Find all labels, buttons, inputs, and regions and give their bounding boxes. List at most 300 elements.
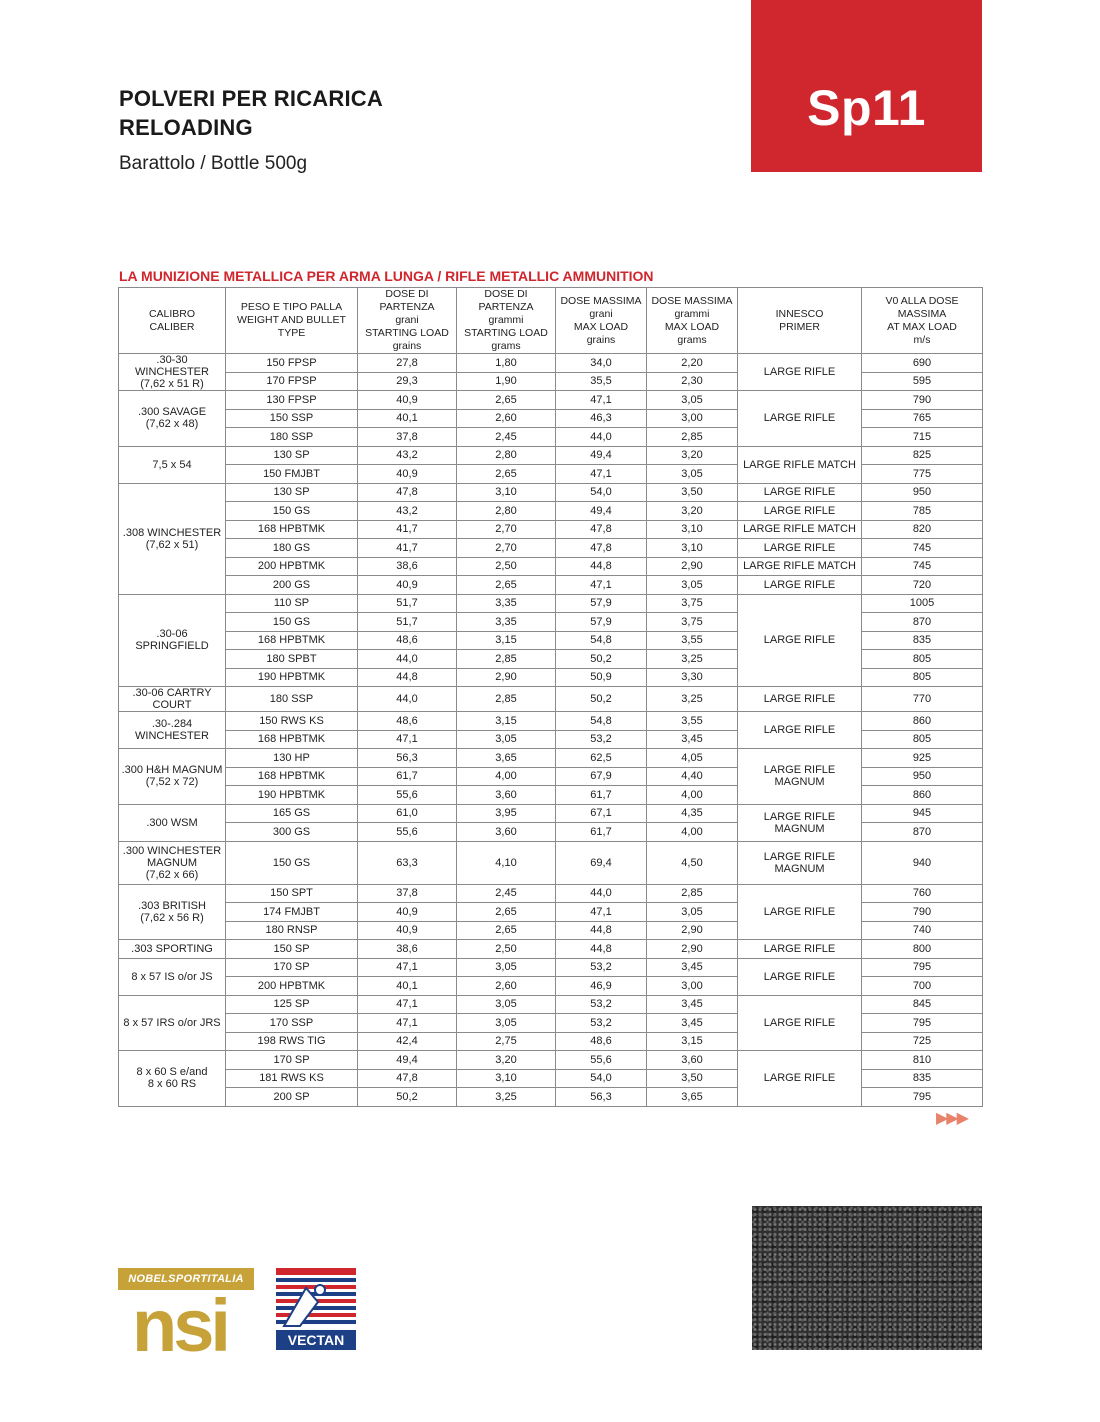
primer-cell: LARGE RIFLE [738, 884, 862, 940]
max-grains-cell: 67,9 [556, 767, 647, 786]
start-grams-cell: 2,80 [457, 502, 556, 521]
bullet-cell: 168 HPBTMK [226, 520, 358, 539]
primer-cell: LARGE RIFLE [738, 712, 862, 749]
max-grams-cell: 3,05 [647, 391, 738, 410]
max-grains-cell: 53,2 [556, 958, 647, 977]
primer-cell: LARGE RIFLE [738, 958, 862, 995]
max-grains-cell: 61,7 [556, 823, 647, 842]
velocity-cell: 765 [862, 409, 983, 428]
velocity-cell: 785 [862, 502, 983, 521]
bullet-cell: 170 FPSP [226, 372, 358, 391]
max-grams-cell: 3,25 [647, 650, 738, 669]
caliber-cell [119, 391, 226, 447]
bullet-cell: 180 SPBT [226, 650, 358, 669]
start-grams-cell: 2,70 [457, 520, 556, 539]
page-subtitle: Barattolo / Bottle 500g [119, 153, 308, 174]
max-grains-cell: 34,0 [556, 354, 647, 373]
max-grains-cell: 67,1 [556, 804, 647, 823]
max-grams-cell: 3,55 [647, 631, 738, 650]
column-header [556, 288, 647, 354]
velocity-cell: 950 [862, 767, 983, 786]
start-grams-cell: 2,80 [457, 446, 556, 465]
caliber-name: (7,62 x 51) [145, 538, 199, 551]
start-grains-cell: 40,9 [358, 903, 457, 922]
bullet-cell: 200 HPBTMK [226, 557, 358, 576]
table-row [119, 841, 983, 884]
max-grams-cell: 2,85 [647, 428, 738, 447]
nsi-logo-word: nsi [132, 1284, 227, 1367]
start-grains-cell: 56,3 [358, 749, 457, 768]
column-header-line: MAX LOAD [664, 320, 720, 333]
max-grams-cell: 3,45 [647, 958, 738, 977]
bullet-cell: 174 FMJBT [226, 903, 358, 922]
caliber-name: 7,5 x 54 [152, 458, 192, 471]
max-grams-cell: 2,85 [647, 884, 738, 903]
start-grams-cell: 3,05 [457, 1014, 556, 1033]
start-grams-cell: 4,10 [457, 841, 556, 884]
start-grains-cell: 38,6 [358, 557, 457, 576]
start-grains-cell: 43,2 [358, 446, 457, 465]
table-row [119, 391, 983, 410]
primer-cell: LARGE RIFLE [738, 687, 862, 712]
max-grams-cell: 3,65 [647, 1088, 738, 1107]
velocity-cell: 835 [862, 631, 983, 650]
start-grains-cell: 37,8 [358, 428, 457, 447]
max-grams-cell: 3,45 [647, 995, 738, 1014]
caliber-name: (7,62 x 56 R) [140, 911, 204, 924]
table-header-row [119, 288, 983, 354]
max-grams-cell: 4,00 [647, 823, 738, 842]
column-header-line: grammi [488, 314, 524, 326]
column-header-line: MAX LOAD [573, 320, 629, 333]
start-grams-cell: 3,10 [457, 1069, 556, 1088]
velocity-cell: 860 [862, 786, 983, 805]
primer-cell: LARGE RIFLE [738, 594, 862, 687]
start-grains-cell: 41,7 [358, 520, 457, 539]
velocity-cell: 805 [862, 668, 983, 687]
table-row [119, 940, 983, 959]
caliber-cell [119, 1051, 226, 1107]
bullet-cell: 180 SSP [226, 687, 358, 712]
start-grams-cell: 2,75 [457, 1032, 556, 1051]
max-grams-cell: 2,30 [647, 372, 738, 391]
start-grams-cell: 3,60 [457, 823, 556, 842]
caliber-name: .300 H&H MAGNUM [121, 764, 223, 777]
start-grams-cell: 4,00 [457, 767, 556, 786]
bullet-cell: 181 RWS KS [226, 1069, 358, 1088]
table-row [119, 520, 983, 539]
caliber-name: 8 x 60 S e/and [136, 1066, 208, 1079]
start-grams-cell: 3,20 [457, 1051, 556, 1070]
max-grains-cell: 50,2 [556, 687, 647, 712]
start-grains-cell: 55,6 [358, 823, 457, 842]
max-grains-cell: 44,8 [556, 557, 647, 576]
start-grams-cell: 3,15 [457, 712, 556, 731]
start-grains-cell: 40,9 [358, 465, 457, 484]
start-grains-cell: 43,2 [358, 502, 457, 521]
max-grains-cell: 54,8 [556, 712, 647, 731]
start-grams-cell: 2,85 [457, 687, 556, 712]
caliber-cell [119, 446, 226, 483]
max-grains-cell: 56,3 [556, 1088, 647, 1107]
max-grains-cell: 53,2 [556, 1014, 647, 1033]
bullet-cell: 150 SSP [226, 409, 358, 428]
caliber-name: .308 WINCHESTER [122, 526, 222, 539]
start-grains-cell: 47,1 [358, 1014, 457, 1033]
caliber-name: (7,52 x 72) [145, 776, 199, 789]
bullet-cell: 200 HPBTMK [226, 977, 358, 996]
primer-cell: LARGE RIFLE [738, 483, 862, 502]
velocity-cell: 725 [862, 1032, 983, 1051]
column-header-line: grams [491, 340, 521, 352]
caliber-name: .303 SPORTING [131, 942, 213, 955]
column-header-line: m/s [913, 333, 931, 346]
max-grams-cell: 4,35 [647, 804, 738, 823]
table-row [119, 446, 983, 465]
max-grains-cell: 46,9 [556, 977, 647, 996]
max-grains-cell: 49,4 [556, 446, 647, 465]
max-grains-cell: 55,6 [556, 1051, 647, 1070]
start-grams-cell: 3,35 [457, 594, 556, 613]
max-grains-cell: 47,1 [556, 576, 647, 595]
velocity-cell: 805 [862, 650, 983, 669]
table-row [119, 687, 983, 712]
vectan-emblem-icon [276, 1268, 356, 1330]
primer-cell: LARGE RIFLE MATCH [738, 446, 862, 483]
caliber-name: (7,62 x 48) [145, 418, 199, 431]
primer-cell: LARGE RIFLE [738, 391, 862, 447]
column-header [862, 288, 983, 354]
velocity-cell: 795 [862, 958, 983, 977]
max-grains-cell: 46,3 [556, 409, 647, 428]
bullet-cell: 168 HPBTMK [226, 730, 358, 749]
bullet-cell: 150 GS [226, 613, 358, 632]
table-row [119, 483, 983, 502]
start-grams-cell: 2,60 [457, 977, 556, 996]
column-header-line: WEIGHT AND BULLET TYPE [237, 314, 346, 339]
table-row [119, 539, 983, 558]
bullet-cell: 180 RNSP [226, 921, 358, 940]
bullet-cell: 150 SPT [226, 884, 358, 903]
caliber-name: 8 x 60 RS [147, 1078, 197, 1091]
bullet-cell: 200 GS [226, 576, 358, 595]
max-grams-cell: 2,90 [647, 557, 738, 576]
bullet-cell: 170 SP [226, 1051, 358, 1070]
max-grains-cell: 44,0 [556, 884, 647, 903]
velocity-cell: 700 [862, 977, 983, 996]
column-header-line: DOSE MASSIMA [560, 294, 642, 307]
primer-cell: LARGE RIFLE [738, 995, 862, 1051]
velocity-cell: 720 [862, 576, 983, 595]
start-grains-cell: 51,7 [358, 613, 457, 632]
primer-cell: LARGE RIFLE [738, 576, 862, 595]
table-row [119, 576, 983, 595]
caliber-name: (7,62 x 66) [145, 868, 199, 881]
table-row [119, 1051, 983, 1070]
max-grams-cell: 3,60 [647, 1051, 738, 1070]
max-grams-cell: 3,10 [647, 539, 738, 558]
column-header [738, 288, 862, 354]
start-grains-cell: 44,0 [358, 687, 457, 712]
velocity-cell: 760 [862, 884, 983, 903]
start-grams-cell: 2,65 [457, 921, 556, 940]
title-line-1: POLVERI PER RICARICA [119, 86, 383, 111]
max-grains-cell: 35,5 [556, 372, 647, 391]
velocity-cell: 925 [862, 749, 983, 768]
primer-cell: LARGE RIFLE [738, 502, 862, 521]
max-grams-cell: 3,05 [647, 576, 738, 595]
max-grams-cell: 3,05 [647, 903, 738, 922]
column-header [457, 288, 556, 354]
caliber-name: .30-.284 WINCHESTER [135, 718, 209, 742]
max-grains-cell: 62,5 [556, 749, 647, 768]
bullet-cell: 300 GS [226, 823, 358, 842]
caliber-cell [119, 749, 226, 805]
max-grams-cell: 2,90 [647, 940, 738, 959]
column-header-line: AT MAX LOAD [887, 320, 957, 333]
start-grains-cell: 44,8 [358, 668, 457, 687]
caliber-name: .300 WINCHESTER [122, 844, 222, 857]
velocity-cell: 950 [862, 483, 983, 502]
max-grains-cell: 54,0 [556, 483, 647, 502]
velocity-cell: 595 [862, 372, 983, 391]
caliber-cell [119, 841, 226, 884]
title-line-2: RELOADING [119, 115, 253, 140]
max-grams-cell: 3,05 [647, 465, 738, 484]
primer-cell: LARGE RIFLE [738, 539, 862, 558]
table-row [119, 557, 983, 576]
start-grains-cell: 50,2 [358, 1088, 457, 1107]
max-grains-cell: 47,8 [556, 539, 647, 558]
velocity-cell: 715 [862, 428, 983, 447]
bullet-cell: 198 RWS TIG [226, 1032, 358, 1051]
primer-cell: LARGE RIFLE MAGNUM [738, 804, 862, 841]
table-row [119, 712, 983, 731]
start-grams-cell: 2,90 [457, 668, 556, 687]
nsi-logo-banner: NOBELSPORTITALIA [118, 1268, 254, 1290]
nobelsportitalia-logo [118, 1268, 258, 1378]
start-grams-cell: 2,50 [457, 940, 556, 959]
caliber-cell [119, 958, 226, 995]
column-header-line: grams [677, 333, 707, 346]
bullet-cell: 190 HPBTMK [226, 668, 358, 687]
vectan-wordmark: VECTAN [276, 1330, 356, 1350]
caliber-name: .303 BRITISH [138, 899, 206, 912]
start-grains-cell: 40,9 [358, 391, 457, 410]
start-grains-cell: 40,9 [358, 576, 457, 595]
caliber-cell [119, 884, 226, 940]
page-title [119, 84, 383, 142]
start-grains-cell: 55,6 [358, 786, 457, 805]
column-header-line: INNESCO [775, 307, 824, 320]
caliber-cell [119, 804, 226, 841]
start-grams-cell: 3,15 [457, 631, 556, 650]
max-grams-cell: 4,50 [647, 841, 738, 884]
table-row [119, 884, 983, 903]
start-grams-cell: 3,95 [457, 804, 556, 823]
start-grains-cell: 41,7 [358, 539, 457, 558]
primer-cell: LARGE RIFLE MATCH [738, 520, 862, 539]
start-grams-cell: 2,65 [457, 391, 556, 410]
max-grams-cell: 3,75 [647, 613, 738, 632]
start-grains-cell: 47,8 [358, 483, 457, 502]
column-header-line: CALIBER [149, 320, 195, 333]
max-grains-cell: 50,9 [556, 668, 647, 687]
start-grains-cell: 40,1 [358, 409, 457, 428]
max-grams-cell: 3,20 [647, 502, 738, 521]
caliber-name: .300 WSM [146, 816, 198, 829]
max-grains-cell: 47,1 [556, 903, 647, 922]
column-header-line: CALIBRO [148, 307, 196, 320]
max-grains-cell: 69,4 [556, 841, 647, 884]
table-row [119, 995, 983, 1014]
velocity-cell: 770 [862, 687, 983, 712]
velocity-cell: 795 [862, 1014, 983, 1033]
column-header-line: DOSE DI PARTENZA [478, 288, 534, 313]
column-header-line: grani [395, 314, 419, 326]
start-grams-cell: 3,05 [457, 958, 556, 977]
max-grains-cell: 48,6 [556, 1032, 647, 1051]
start-grains-cell: 44,0 [358, 650, 457, 669]
column-header-line: PESO E TIPO PALLA [240, 301, 343, 313]
velocity-cell: 810 [862, 1051, 983, 1070]
max-grams-cell: 3,25 [647, 687, 738, 712]
column-header [647, 288, 738, 354]
velocity-cell: 1005 [862, 594, 983, 613]
max-grams-cell: 3,00 [647, 409, 738, 428]
velocity-cell: 870 [862, 823, 983, 842]
start-grains-cell: 40,1 [358, 977, 457, 996]
caliber-cell [119, 940, 226, 959]
caliber-name: 8 x 57 IS o/or JS [131, 970, 213, 983]
start-grains-cell: 38,6 [358, 940, 457, 959]
primer-cell: LARGE RIFLE [738, 940, 862, 959]
start-grains-cell: 42,4 [358, 1032, 457, 1051]
max-grams-cell: 3,30 [647, 668, 738, 687]
velocity-cell: 835 [862, 1069, 983, 1088]
column-header-line: grains [586, 333, 616, 346]
powder-grains-photo [752, 1206, 982, 1350]
bullet-cell: 170 SP [226, 958, 358, 977]
velocity-cell: 820 [862, 520, 983, 539]
bullet-cell: 168 HPBTMK [226, 767, 358, 786]
max-grains-cell: 44,0 [556, 428, 647, 447]
max-grains-cell: 47,1 [556, 391, 647, 410]
caliber-name: .30-06 CARTRY COURT [132, 687, 212, 711]
column-header [226, 288, 358, 354]
velocity-cell: 745 [862, 557, 983, 576]
max-grams-cell: 3,50 [647, 1069, 738, 1088]
start-grams-cell: 2,45 [457, 884, 556, 903]
bullet-cell: 168 HPBTMK [226, 631, 358, 650]
caliber-name: 8 x 57 IRS o/or JRS [123, 1016, 221, 1029]
start-grams-cell: 2,50 [457, 557, 556, 576]
max-grains-cell: 54,8 [556, 631, 647, 650]
velocity-cell: 790 [862, 903, 983, 922]
table-row [119, 594, 983, 613]
table-row [119, 958, 983, 977]
start-grains-cell: 29,3 [358, 372, 457, 391]
column-header-line: grains [392, 340, 422, 352]
caliber-cell [119, 995, 226, 1051]
max-grams-cell: 3,15 [647, 1032, 738, 1051]
max-grams-cell: 3,75 [647, 594, 738, 613]
bullet-cell: 150 SP [226, 940, 358, 959]
bullet-cell: 150 FMJBT [226, 465, 358, 484]
velocity-cell: 940 [862, 841, 983, 884]
start-grams-cell: 2,65 [457, 576, 556, 595]
max-grains-cell: 50,2 [556, 650, 647, 669]
start-grams-cell: 2,70 [457, 539, 556, 558]
start-grains-cell: 48,6 [358, 631, 457, 650]
max-grains-cell: 61,7 [556, 786, 647, 805]
velocity-cell: 690 [862, 354, 983, 373]
column-header-line: STARTING LOAD [365, 327, 449, 339]
bullet-cell: 200 SP [226, 1088, 358, 1107]
start-grains-cell: 61,7 [358, 767, 457, 786]
start-grains-cell: 51,7 [358, 594, 457, 613]
bullet-cell: 110 SP [226, 594, 358, 613]
velocity-cell: 860 [862, 712, 983, 731]
primer-cell: LARGE RIFLE MAGNUM [738, 749, 862, 805]
caliber-name: MAGNUM [146, 856, 198, 869]
max-grams-cell: 3,50 [647, 483, 738, 502]
start-grams-cell: 2,65 [457, 465, 556, 484]
bullet-cell: 150 FPSP [226, 354, 358, 373]
caliber-name: (7,62 x 51 R) [140, 378, 204, 390]
table-row [119, 749, 983, 768]
bullet-cell: 150 GS [226, 841, 358, 884]
velocity-cell: 845 [862, 995, 983, 1014]
start-grains-cell: 61,0 [358, 804, 457, 823]
max-grams-cell: 3,55 [647, 712, 738, 731]
max-grains-cell: 47,8 [556, 520, 647, 539]
max-grams-cell: 3,20 [647, 446, 738, 465]
bullet-cell: 180 SSP [226, 428, 358, 447]
start-grains-cell: 40,9 [358, 921, 457, 940]
caliber-cell [119, 483, 226, 594]
max-grams-cell: 3,10 [647, 520, 738, 539]
max-grains-cell: 44,8 [556, 940, 647, 959]
velocity-cell: 775 [862, 465, 983, 484]
load-data-table [118, 287, 983, 1107]
column-header-line: PRIMER [779, 320, 820, 333]
bullet-cell: 125 SP [226, 995, 358, 1014]
primer-cell: LARGE RIFLE MAGNUM [738, 841, 862, 884]
start-grams-cell: 3,60 [457, 786, 556, 805]
caliber-name: .300 SAVAGE [137, 406, 207, 419]
max-grams-cell: 3,45 [647, 1014, 738, 1033]
max-grams-cell: 3,00 [647, 977, 738, 996]
column-header [119, 288, 226, 354]
max-grains-cell: 44,8 [556, 921, 647, 940]
start-grains-cell: 48,6 [358, 712, 457, 731]
max-grams-cell: 4,40 [647, 767, 738, 786]
velocity-cell: 745 [862, 539, 983, 558]
primer-cell: LARGE RIFLE [738, 354, 862, 391]
start-grams-cell: 1,80 [457, 354, 556, 373]
velocity-cell: 740 [862, 921, 983, 940]
start-grams-cell: 3,05 [457, 995, 556, 1014]
start-grams-cell: 1,90 [457, 372, 556, 391]
start-grains-cell: 47,1 [358, 730, 457, 749]
caliber-cell [119, 687, 226, 712]
max-grams-cell: 2,20 [647, 354, 738, 373]
velocity-cell: 790 [862, 391, 983, 410]
max-grains-cell: 53,2 [556, 730, 647, 749]
max-grams-cell: 4,05 [647, 749, 738, 768]
bullet-cell: 150 GS [226, 502, 358, 521]
